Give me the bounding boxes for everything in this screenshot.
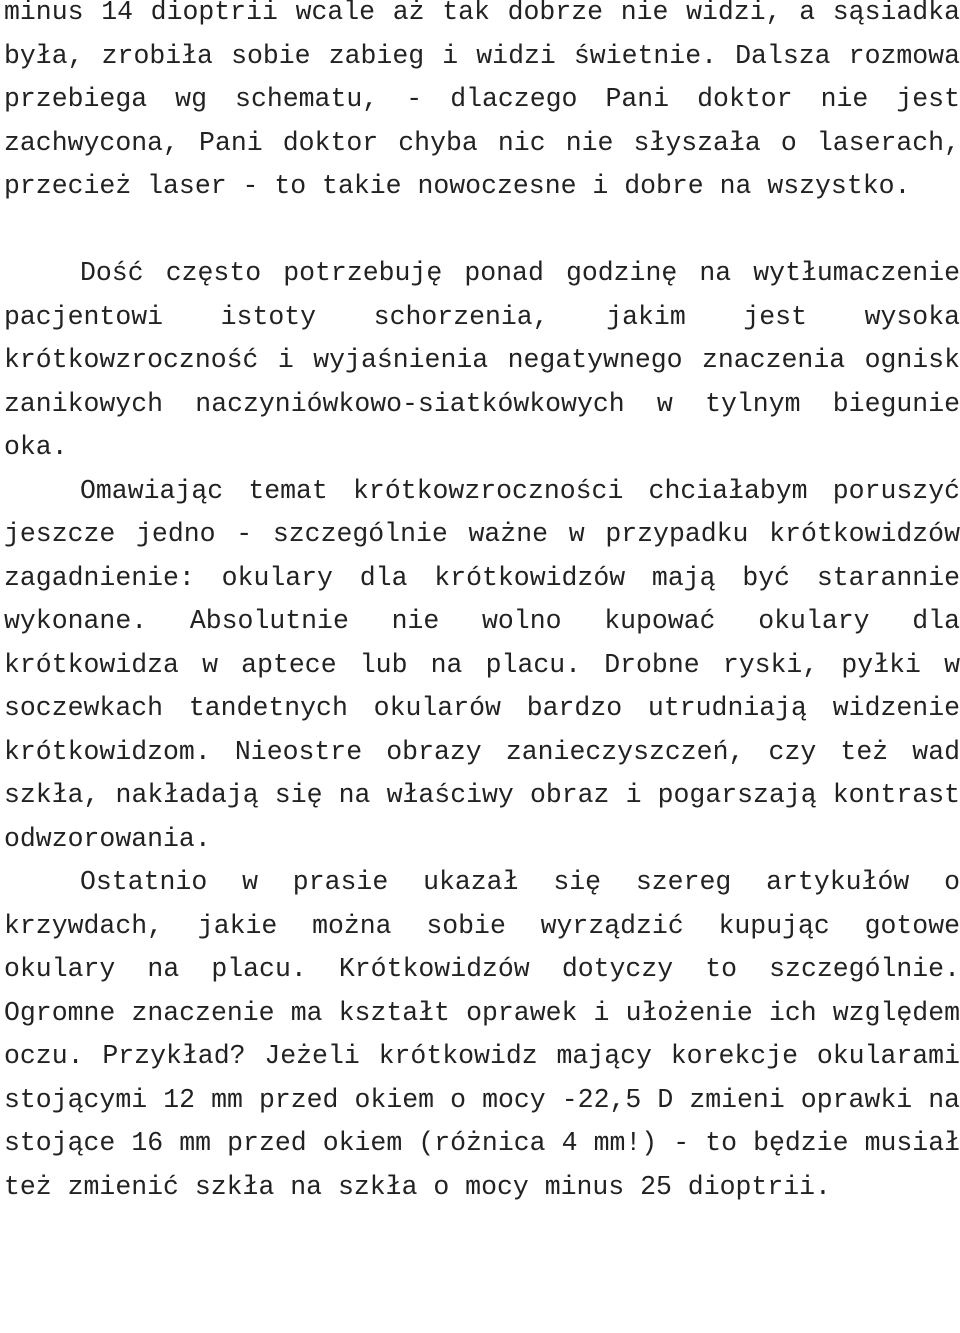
- document-body: [4, 0, 960, 1209]
- paragraph-press-articles: Ostatnio w prasie ukazał się szereg artykułów o krzywdach, jakie można sobie wyrządzić kupując gotowe okulary na placu. Krótkowidzów dotyczy to szczególnie. Ogromne znaczenie ma kształt oprawek i ułożenie ich względem oczu. Przykład? Jeżeli krótkowidz mający korekcje okularami stojącymi 12 mm przed okiem o mocy -22,5 D zmieni oprawki na stojące 16 mm przed okiem (różnica 4 mm!) - to będzie musiał też zmienić szkła na szkła o mocy minus 25 dioptrii.: [4, 867, 960, 1202]
- paragraph-explanation: Dość często potrzebuję ponad godzinę na wytłumaczenie pacjentowi istoty schorzenia, jakim jest wysoka krótkowzroczność i wyjaśnienia negatywnego znaczenia ognisk zanikowych naczyniówkowo-siatkówkowych w tylnym biegunie oka.: [4, 258, 960, 462]
- paragraph-spacer: [4, 209, 960, 253]
- paragraph-glasses-quality: Omawiając temat krótkowzroczności chciałabym poruszyć jeszcze jedno - szczególnie ważne w przypadku krótkowidzów zagadnienie: okulary dla krótkowidzów mają być starannie wykonane. Absolutnie nie wolno kupować okulary dla krótkowidza w aptece lub na placu. Drobne ryski, pyłki w soczewkach tandetnych okularów bardzo utrudniają widzenie krótkowidzom. Nieostre obrazy zanieczyszczeń, czy też wad szkła, nakładają się na właściwy obraz i pogarszają kontrast odwzorowania.: [4, 475, 960, 854]
- paragraph-continuation: minus 14 dioptrii wcale aż tak dobrze nie widzi, a sąsiadka była, zrobiła sobie zabieg i widzi świetnie. Dalsza rozmowa przebiega wg schematu, - dlaczego Pani doktor nie jest zachwycona, Pani doktor chyba nic nie słyszała o laserach, przecież laser - to takie nowoczesne i dobre na wszystko.: [4, 0, 960, 201]
